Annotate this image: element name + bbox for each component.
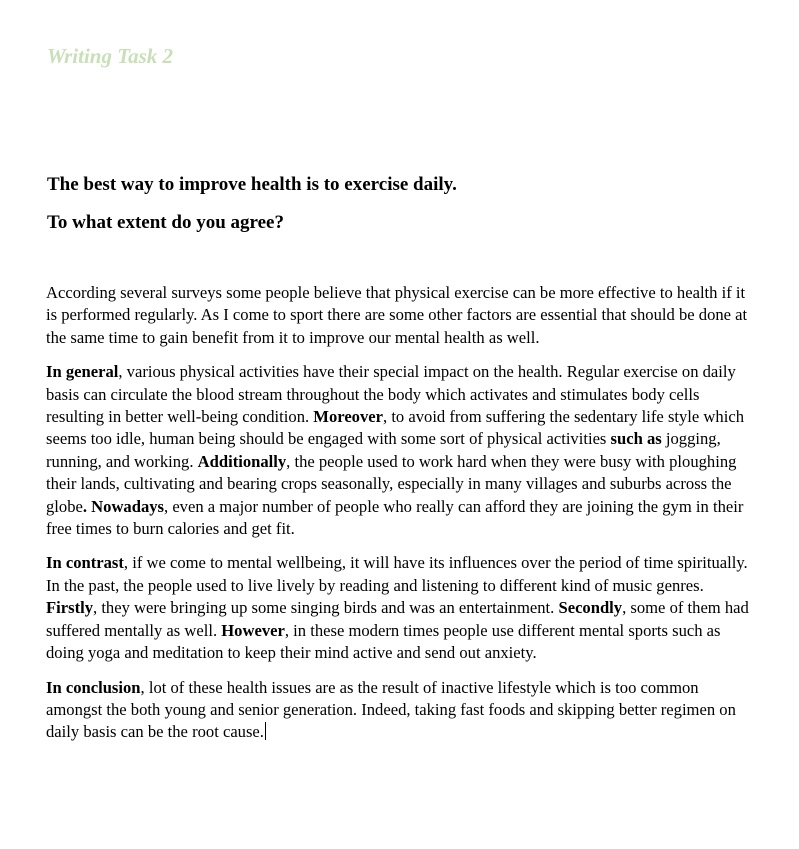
transition-word: In conclusion [46,677,141,697]
essay-paragraph-conclusion[interactable] [46,677,754,744]
transition-word: Secondly [558,598,623,618]
transition-word: such as [610,429,662,449]
body-text: , to avoid from suffering the sedentary life style which seems too idle, human being should be engaged with some sort of physical activities [46,407,744,449]
body-text: , the people used to work hard when they were busy with ploughing their lands, cultivating and bearing crops seasonally, especially in many villages and suburbs across the globe [46,451,737,516]
essay-paragraph-intro[interactable] [46,282,754,349]
transition-word: . Nowadays [82,496,165,516]
prompt-question: To what extent do you agree? [47,212,284,233]
transition-word: In general [46,362,119,382]
body-text: , some of them had suffered mentally as well. [46,598,749,640]
transition-word: In contrast [46,553,124,573]
text-cursor [265,722,266,740]
essay-paragraph-body-1[interactable] [46,361,754,540]
transition-word: However [221,620,285,640]
essay-paragraph-body-2[interactable] [46,552,754,664]
essay-body[interactable] [46,282,754,756]
body-text: , if we come to mental wellbeing, it will have its influences over the period of time spiritually. In the past, the people used to live lively by reading and listening to different kind of music genres. [46,553,748,595]
prompt-statement: The best way to improve health is to exercise daily. [47,174,457,195]
intro-text: According several surveys some people believe that physical exercise can be more effective to health if it is performed regularly. As I come to sport there are some other factors are essential that should be done at the same time to gain benefit from it to improve our mental health as well. [46,283,748,347]
transition-word: Additionally [197,451,287,471]
body-text: , lot of these health issues are as the result of inactive lifestyle which is too common amongst the both young and senior generation. Indeed, taking fast foods and skipping better regimen on daily basis can be the root cause. [46,677,736,742]
transition-word: Moreover [313,407,384,427]
body-text: , even a major number of people who really can afford they are joining the gym in their free times to burn calories and get fit. [46,496,744,539]
body-text: , they were bringing up some singing birds and was an entertainment. [93,598,559,618]
section-label: Writing Task 2 [47,44,174,68]
body-text: jogging, running, and working. [46,429,721,471]
body-text: , various physical activities have their special impact on the health. Regular exercise on daily basis can circulate the blood stream throughout the body which activates and stimulates body cells resulting in better well-being condition. [46,362,736,427]
body-text: , in these modern times people use different mental sports such as doing yoga and meditation to keep their mind active and send out anxiety. [46,620,721,663]
transition-word: Firstly [46,598,94,618]
